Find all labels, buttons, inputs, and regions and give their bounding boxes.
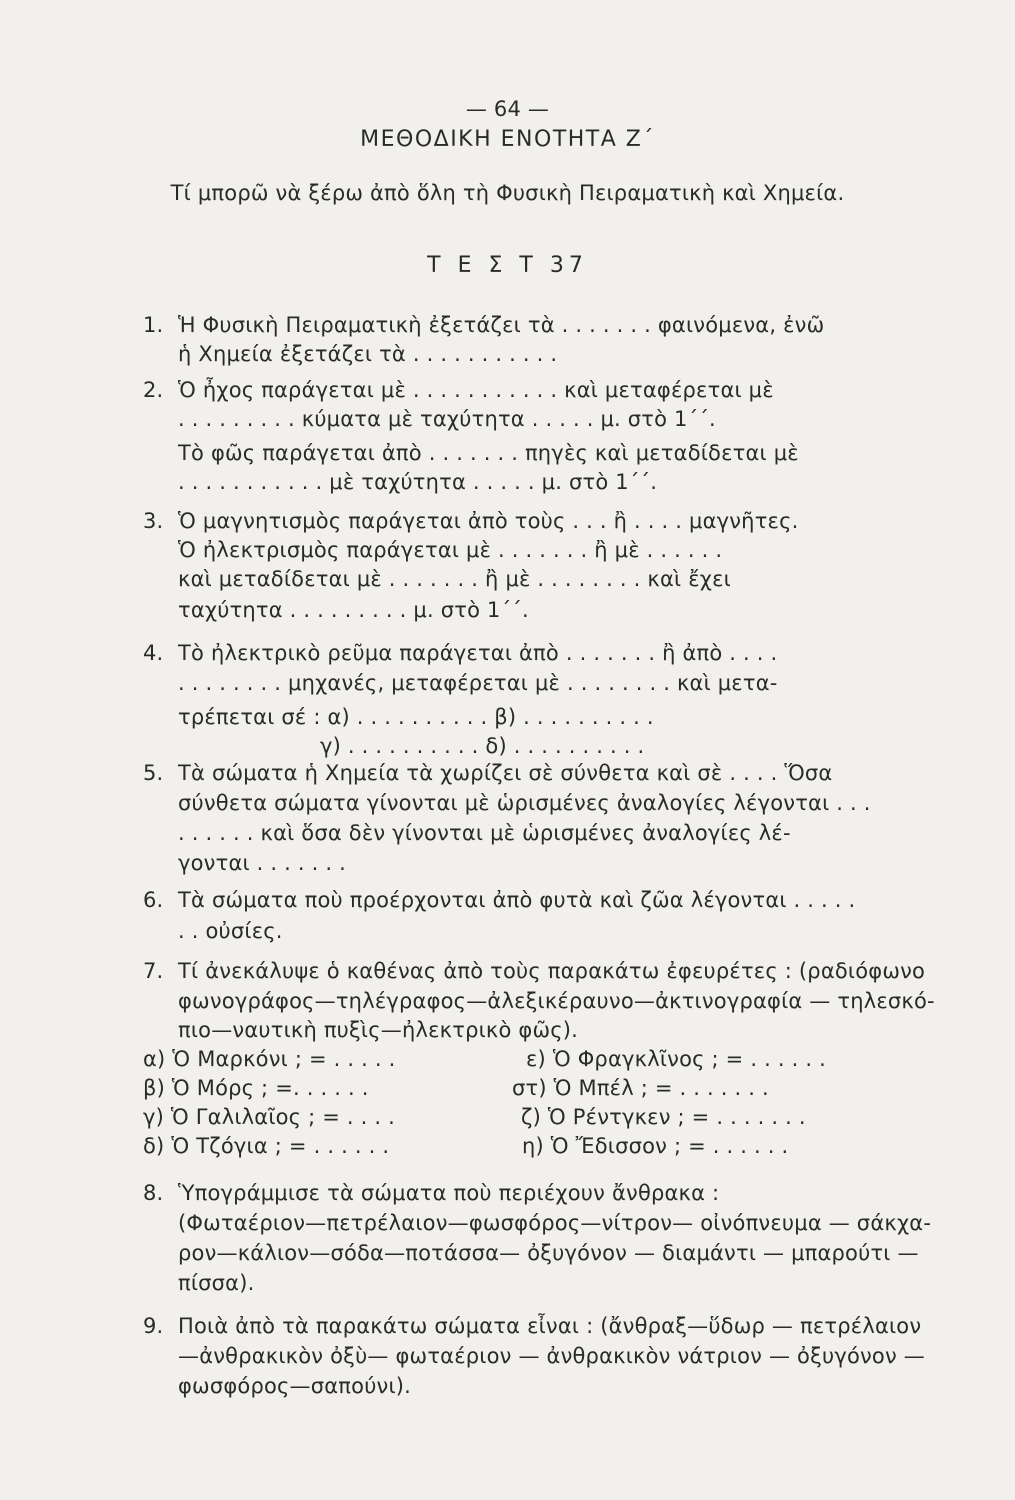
q5-line: σύνθετα σώματα γίνονται μὲ ὡρισμένες ἀναλογίες λέγονται . . .	[178, 791, 871, 815]
q2-line: . . . . . . . . . κύματα μὲ ταχύτητα . . . . . μ. στὸ 1΄΄.	[178, 407, 716, 431]
subtitle: Τί μπορῶ νὰ ξέρω ἀπὸ ὅλη τὴ Φυσικὴ Πειραματικὴ καὶ Χημεία.	[170, 181, 845, 205]
q4-line: γ) . . . . . . . . . . δ) . . . . . . . . . .	[320, 734, 645, 758]
q7-item: β) Ὁ Μόρς ; =. . . . . .	[143, 1076, 369, 1100]
q7-item: δ) Ὁ Τζόγια ; = . . . . . .	[143, 1134, 390, 1158]
q8-line: Ὑπογράμμισε τὰ σώματα ποὺ περιέχουν ἄνθρακα :	[178, 1181, 720, 1205]
q3-line: Ὁ ἠλεκτρισμὸς παράγεται μὲ . . . . . . . ἢ μὲ . . . . . .	[178, 538, 723, 562]
q7-line: φωνογράφος—τηλέγραφος—ἀλεξικέραυνο—ἀκτινογραφία — τηλεσκό-	[178, 989, 935, 1013]
q3-line: Ὁ μαγνητισμὸς παράγεται ἀπὸ τοὺς . . . ἢ . . . . μαγνῆτες.	[178, 509, 799, 533]
q2-line: Ὁ ἦχος παράγεται μὲ . . . . . . . . . . . καὶ μεταφέρεται μὲ	[178, 378, 774, 402]
test-title: Τ Ε Σ Τ 37	[427, 253, 588, 278]
q8-line: ρον—κάλιον—σόδα—ποτάσσα— ὀξυγόνον — διαμάντι — μπαρούτι —	[178, 1241, 919, 1265]
q7-number: 7.	[143, 959, 164, 983]
q1-line: Ἡ Φυσικὴ Πειραματικὴ ἐξετάζει τὰ . . . . . . . φαινόμενα, ἐνῶ	[178, 313, 825, 337]
q8-line: (Φωταέριον—πετρέλαιον—φωσφόρος—νίτρον— οἰνόπνευμα — σάκχα-	[178, 1211, 932, 1235]
q5-line: γονται . . . . . . .	[178, 851, 347, 875]
q7-item: ζ) Ὁ Ρέντγκεν ; = . . . . . . .	[521, 1105, 806, 1129]
q2-number: 2.	[143, 378, 164, 402]
q5-line: . . . . . . καὶ ὅσα δὲν γίνονται μὲ ὡρισμένες ἀναλογίες λέ-	[178, 821, 791, 845]
q6-line: Τὰ σώματα ποὺ προέρχονται ἀπὸ φυτὰ καὶ ζῶα λέγονται . . . . .	[178, 888, 856, 912]
q7-item: α) Ὁ Μαρκόνι ; = . . . . .	[143, 1047, 396, 1071]
q1-number: 1.	[143, 313, 164, 337]
q9-line: Ποιὰ ἀπὸ τὰ παρακάτω σώματα εἶναι : (ἄνθραξ—ὕδωρ — πετρέλαιον	[178, 1314, 922, 1338]
q7-item: ε) Ὁ Φραγκλῖνος ; = . . . . . .	[526, 1047, 826, 1071]
q3-line: ταχύτητα . . . . . . . . . μ. στὸ 1΄΄.	[178, 598, 529, 622]
q5-number: 5.	[143, 761, 164, 785]
q9-number: 9.	[143, 1314, 164, 1338]
q6-number: 6.	[143, 888, 164, 912]
unit-title: ΜΕΘΟΔΙΚΗ ΕΝΟΤΗΤΑ Ζ΄	[360, 127, 655, 152]
q7-line: Τί ἀνεκάλυψε ὁ καθένας ἀπὸ τοὺς παρακάτω ἐφευρέτες : (ραδιόφωνο	[178, 959, 926, 983]
q6-line: . . οὐσίες.	[178, 919, 283, 943]
q1-line: ἡ Χημεία ἐξετάζει τὰ . . . . . . . . . . .	[178, 342, 558, 366]
q4-line: τρέπεται σέ : α) . . . . . . . . . . β) . . . . . . . . . .	[178, 705, 654, 729]
q8-number: 8.	[143, 1181, 164, 1205]
q9-line: —ἀνθρακικὸν ὀξὺ— φωταέριον — ἀνθρακικὸν νάτριον — ὀξυγόνον —	[178, 1344, 925, 1368]
q2-line: Τὸ φῶς παράγεται ἀπὸ . . . . . . . πηγὲς καὶ μεταδίδεται μὲ	[178, 441, 799, 465]
q7-line: πιο—ναυτικὴ πυξὶς—ἠλεκτρικὸ φῶς).	[178, 1018, 579, 1042]
q7-item: γ) Ὁ Γαλιλαῖος ; = . . . .	[143, 1105, 396, 1129]
q7-item: στ) Ὁ Μπέλ ; = . . . . . . .	[512, 1076, 769, 1100]
page-number: — 64 —	[465, 97, 550, 121]
q9-line: φωσφόρος—σαπούνι).	[178, 1374, 412, 1398]
q4-line: Τὸ ἠλεκτρικὸ ρεῦμα παράγεται ἀπὸ . . . . . . . ἢ ἀπὸ . . . .	[178, 641, 778, 665]
q5-line: Τὰ σώματα ἡ Χημεία τὰ χωρίζει σὲ σύνθετα καὶ σὲ . . . . Ὅσα	[178, 761, 833, 785]
q3-number: 3.	[143, 509, 164, 533]
q2-line: . . . . . . . . . . . μὲ ταχύτητα . . . . . μ. στὸ 1΄΄.	[178, 470, 658, 494]
q4-number: 4.	[143, 641, 164, 665]
q7-item: η) Ὁ Ἔδισσον ; = . . . . . .	[522, 1134, 789, 1158]
q4-line: . . . . . . . . μηχανές, μεταφέρεται μὲ . . . . . . . . καὶ μετα-	[178, 671, 778, 695]
q8-line: πίσσα).	[178, 1271, 255, 1295]
q3-line: καὶ μεταδίδεται μὲ . . . . . . . ἢ μὲ . . . . . . . . καὶ ἔχει	[178, 567, 731, 591]
